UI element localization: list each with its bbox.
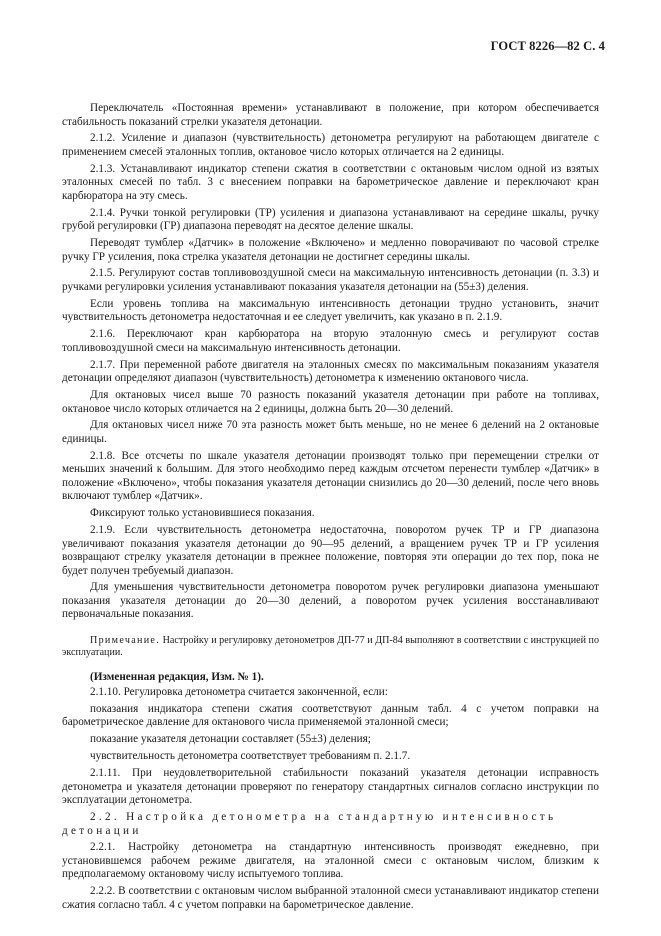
paragraph: 2.1.11. При неудовлетворительной стабильности показаний указателя детонации исправность детонометра и указателя детонации проверяют по генератору стандартных сигналов согласно инструкции по эксплуатации детонометра. (62, 767, 599, 807)
note (62, 635, 599, 660)
paragraph: 2.2.2. В соответствии с октановым числом выбранной эталонной смеси устанавливают индикатор степени сжатия согласно табл. 4 с учетом поправки на барометрическое давление. (62, 885, 599, 911)
document-body (62, 102, 599, 916)
paragraph: 2.1.8. Все отсчеты по шкале указателя детонации производят только при перемещении стрелки от меньших значений к большим. Для этого необходимо перед каждым отсчетом перенести тумблер «Датчик» в положение «Включено», чтобы показания указателя детонации снизились до 20—30 делений, после чего вновь включают тумблер «Датчик». (62, 449, 599, 503)
paragraph: 2.1.5. Регулируют состав топливовоздушной смеси на максимальную интенсивность детонации (п. 3.3) и ручками регулировки усиления устанавливают показания указателя детонации на (55±3) деления. (62, 267, 599, 293)
paragraph: Для уменьшения чувствительности детонометра поворотом ручек регулировки диапазона уменьшают показания указателя детонации до 20—30 делений, а поворотом ручек усиления восстанавливают первоначальные показания. (62, 581, 599, 621)
paragraph: Переключатель «Постоянная времени» устанавливают в положение, при котором обеспечивается стабильность показаний стрелки указателя детонации. (62, 102, 599, 128)
paragraph: 2.1.2. Усиление и диапазон (чувствительность) детонометра регулируют на работающем двигателе с применением смесей эталонных топлив, октановое число которых отличается на 2 единицы. (62, 132, 599, 158)
paragraph: Если уровень топлива на максимальную интенсивность детонации трудно установить, значит чувствительность детонометра недостаточная и ее следует увеличить, как указано в п. 2.1.9. (62, 297, 599, 324)
section-heading-continued: детонации (62, 824, 142, 837)
paragraph: Фиксируют только установившиеся показания. (90, 507, 315, 520)
revision-note: (Измененная редакция, Изм. № 1). (90, 670, 264, 683)
paragraph: 2.1.10. Регулировка детонометра считается законченной, если: (90, 686, 388, 699)
paragraph: Для октановых чисел выше 70 разность показаний указателя детонации при работе на топливах, октановое число которых отличается на 2 единицы, должна быть 20—30 делений. (62, 389, 599, 415)
paragraph: Для октановых чисел ниже 70 эта разность может быть меньше, но не менее 6 делений на 2 октановые единицы. (62, 419, 599, 445)
note-text: Настройку и регулировку детонометров ДП-77 и ДП-84 выполняют в соответствии с инструкцией по эксплуатации. (62, 634, 599, 659)
paragraph: 2.2.1. Настройку детонометра на стандартную интенсивность производят ежедневно, при установившемся рабочем режиме двигателя, на эталонной смеси с октановым числом, близким к предполагаемому октановому числу испытуемого топлива. (62, 841, 599, 881)
paragraph: 2.1.3. Устанавливают индикатор степени сжатия в соответствии с октановым числом одной из взятых эталонных смесей по табл. 3 с внесением поправки на барометрическое давление и переключают кран карбюратора на эту смесь. (62, 162, 599, 202)
paragraph: показание указателя детонации составляет (55±3) деления; (90, 733, 371, 746)
paragraph: 2.1.4. Ручки тонкой регулировки (ТР) усиления и диапазона устанавливают на середине шкалы, ручку грубой регулировки (ГР) диапазона переводят на десятое деление шкалы. (62, 206, 599, 233)
paragraph: 2.1.6. Переключают кран карбюратора на вторую эталонную смесь и регулируют состав топливовоздушной смеси на максимальную интенсивность детонации. (62, 328, 599, 354)
note-label: Примечание. (90, 634, 161, 646)
paragraph: показания индикатора степени сжатия соответствуют данным табл. 4 с учетом поправки на барометрическое давление для октанового числа применяемой эталонной смеси; (62, 702, 599, 729)
paragraph: чувствительность детонометра соответствует требованиям п. 2.1.7. (90, 750, 411, 763)
paragraph: 2.1.9. Если чувствительность детонометра недостаточна, поворотом ручек ТР и ГР диапазона увеличивают показания указателя детонации до 90—95 делений, а вращением ручек ТР и ГР усиления возвращают стрелку указателя детонации в прежнее положение, повторяя эти операции до тех пор, пока не будет получен требуемый диапазон. (62, 524, 599, 577)
paragraph: Переводят тумблер «Датчик» в положение «Включено» и медленно поворачивают по часовой стрелке ручку ГР усиления, пока стрелка указателя детонации не достигнет середины шкалы. (62, 237, 599, 263)
paragraph: 2.1.7. При переменной работе двигателя на эталонных смесях по максимальным показаниям указателя детонации определяют диапазон (чувствительность) детонометра к изменению октанового числа. (62, 358, 599, 385)
section-heading: 2.2. Настройка детонометра на стандартную интенсивность (90, 811, 557, 824)
page-header: ГОСТ 8226—82 С. 4 (490, 39, 605, 53)
